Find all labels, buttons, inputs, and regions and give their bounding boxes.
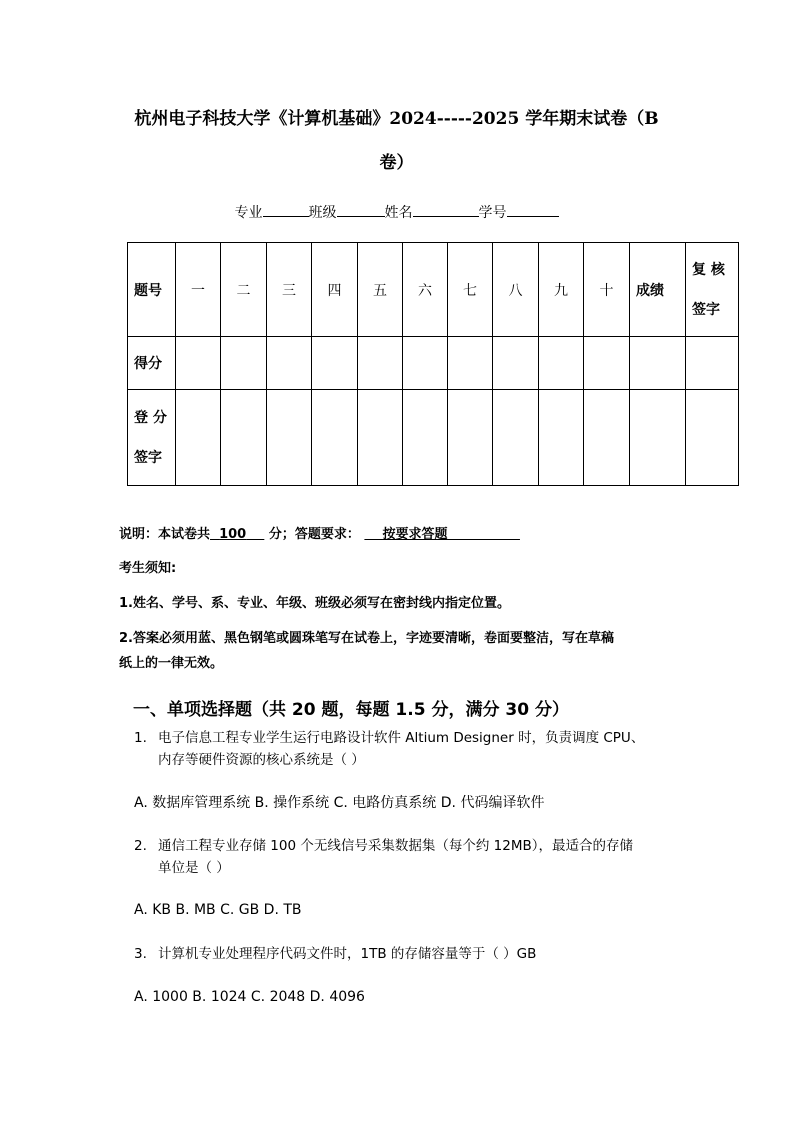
review-sign-header (686, 243, 739, 337)
sign-cell[interactable] (403, 390, 448, 486)
class-label: 班级 (308, 205, 337, 221)
desc-prefix: 说明：本试卷共 (119, 527, 211, 542)
score-cell[interactable] (493, 337, 539, 390)
column-8: 八 (493, 243, 539, 337)
question-number-row (128, 243, 739, 337)
question-3-options: A. 1000 B. 1024 C. 2048 D. 4096 (134, 989, 365, 1005)
student-id-blank[interactable] (507, 204, 559, 217)
score-cell[interactable] (630, 337, 686, 390)
desc-score: 100 (219, 527, 247, 542)
grader-sign-label (128, 390, 176, 486)
score-cell[interactable] (448, 337, 493, 390)
sign-cell[interactable] (493, 390, 539, 486)
question-number: 1. (134, 730, 147, 746)
score-cell[interactable] (221, 337, 267, 390)
score-cell[interactable] (267, 337, 312, 390)
column-6: 六 (403, 243, 448, 337)
grader-label-2: 签字 (134, 449, 162, 466)
score-cell[interactable] (686, 337, 739, 390)
score-cell[interactable] (403, 337, 448, 390)
name-blank[interactable] (413, 204, 479, 217)
column-10: 十 (584, 243, 630, 337)
score-cell[interactable] (584, 337, 630, 390)
question-number-label: 题号 (128, 243, 176, 337)
sign-cell[interactable] (358, 390, 403, 486)
grader-sign-row (128, 390, 739, 486)
major-label: 专业 (234, 205, 263, 221)
column-4: 四 (312, 243, 358, 337)
notice-item-2-line1: 2.答案必须用蓝、黑色钢笔或圆珠笔写在试卷上，字迹要清晰，卷面要整洁，写在草稿 (119, 631, 614, 646)
class-blank[interactable] (337, 204, 385, 217)
notice-item-1: 1.姓名、学号、系、专业、年级、班级必须写在密封线内指定位置。 (119, 596, 510, 611)
column-5: 五 (358, 243, 403, 337)
name-label: 姓名 (384, 205, 413, 221)
question-text: 电子信息工程专业学生运行电路设计软件 Altium Designer 时，负责调度 CPU、 内存等硬件资源的核心系统是（ ） (158, 730, 645, 768)
review-label-2: 签字 (692, 301, 720, 318)
column-1: 一 (176, 243, 221, 337)
score-cell[interactable] (539, 337, 584, 390)
column-3: 三 (267, 243, 312, 337)
question-number: 3. (134, 946, 147, 962)
notice-title: 考生须知: (119, 561, 177, 576)
notice-item-2-line2: 纸上的一律无效。 (119, 656, 224, 671)
sign-cell[interactable] (686, 390, 739, 486)
column-2: 二 (221, 243, 267, 337)
question-text: 计算机专业处理程序代码文件时，1TB 的存储容量等于（ ）GB (158, 946, 537, 962)
score-row (128, 337, 739, 390)
score-cell[interactable] (312, 337, 358, 390)
score-label: 得分 (128, 337, 176, 390)
exam-description (119, 523, 520, 542)
score-cell[interactable] (176, 337, 221, 390)
grader-label-1: 登 分 (134, 409, 167, 426)
sign-cell[interactable] (221, 390, 267, 486)
major-blank[interactable] (263, 204, 309, 217)
sign-cell[interactable] (448, 390, 493, 486)
question-number: 2. (134, 838, 147, 854)
sign-cell[interactable] (584, 390, 630, 486)
score-cell[interactable] (358, 337, 403, 390)
desc-mid: 分；答题要求： (268, 527, 360, 542)
sign-cell[interactable] (630, 390, 686, 486)
question-2-options: A. KB B. MB C. GB D. TB (134, 902, 302, 918)
student-info-line (0, 202, 793, 222)
total-score-label: 成绩 (630, 243, 686, 337)
section-1-title: 一、单项选择题（共 20 题，每题 1.5 分，满分 30 分） (133, 700, 569, 720)
column-9: 九 (539, 243, 584, 337)
review-label-1: 复 核 (692, 261, 725, 278)
sign-cell[interactable] (312, 390, 358, 486)
student-id-label: 学号 (478, 205, 507, 221)
score-table (127, 242, 739, 486)
sign-cell[interactable] (267, 390, 312, 486)
exam-title-line1: 杭州电子科技大学《计算机基础》2024-----2025 学年期末试卷（B (134, 109, 659, 129)
question-1-options: A. 数据库管理系统 B. 操作系统 C. 电路仿真系统 D. 代码编译软件 (134, 795, 545, 811)
exam-title-line2: 卷） (379, 153, 414, 173)
desc-requirement: 按要求答题 (382, 527, 448, 542)
column-7: 七 (448, 243, 493, 337)
question-text: 通信工程专业存储 100 个无线信号采集数据集（每个约 12MB），最适合的存储 单位是（ ） (158, 838, 633, 876)
sign-cell[interactable] (539, 390, 584, 486)
sign-cell[interactable] (176, 390, 221, 486)
